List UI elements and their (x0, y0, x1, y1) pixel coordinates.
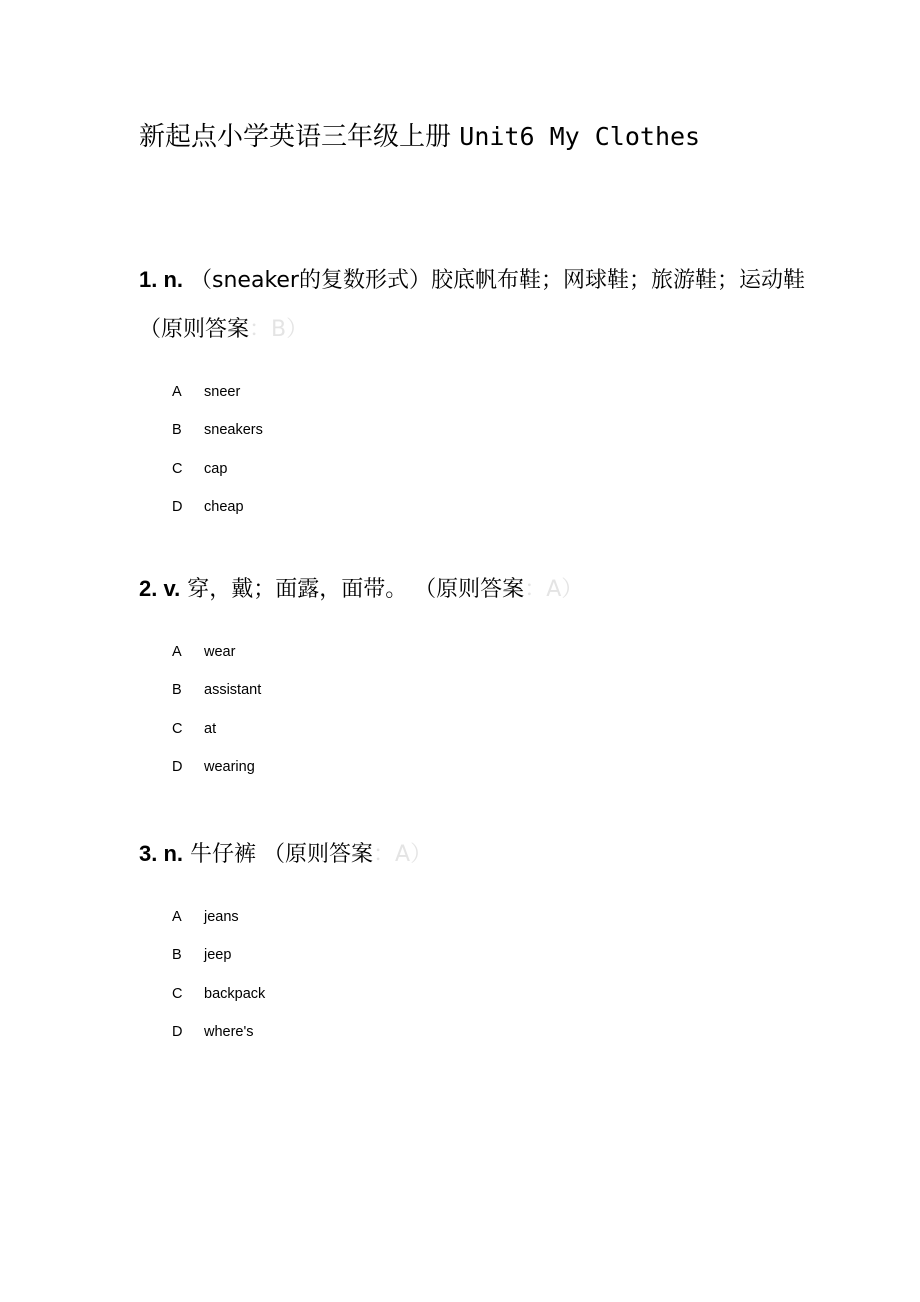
option-text: wearing (204, 758, 255, 775)
option-b[interactable] (139, 945, 819, 983)
answer-key: ：A） (373, 842, 433, 867)
option-a[interactable] (139, 907, 819, 945)
option-list (139, 642, 819, 795)
option-letter: D (172, 758, 183, 775)
question-stem (139, 829, 819, 879)
option-letter: C (172, 460, 183, 477)
question-stem (139, 564, 819, 614)
option-text: assistant (204, 682, 262, 699)
question-1 (139, 255, 819, 535)
option-text: where's (204, 1023, 254, 1040)
option-c[interactable] (139, 984, 819, 1022)
option-a[interactable] (139, 382, 819, 420)
option-text: jeep (204, 947, 232, 964)
option-c[interactable] (139, 719, 819, 757)
question-text: （sneaker的复数形式）胶底帆布鞋；网球鞋；旅游鞋；运动鞋 （原则答案 (139, 268, 805, 342)
question-2 (139, 564, 819, 795)
option-letter: A (172, 384, 182, 400)
option-letter: A (172, 909, 182, 925)
option-text: sneer (204, 384, 241, 400)
question-number: 2. v. (139, 576, 181, 601)
question-number: 3. n. (139, 841, 184, 866)
option-letter: B (172, 947, 182, 964)
option-c[interactable] (139, 459, 819, 497)
option-b[interactable] (139, 420, 819, 458)
answer-key: ：B） (249, 317, 309, 342)
option-d[interactable] (139, 497, 819, 535)
option-letter: C (172, 720, 183, 737)
option-text: at (204, 720, 217, 737)
option-text: backpack (204, 985, 266, 1002)
option-letter: A (172, 644, 182, 660)
document-title-cn: 新起点小学英语三年级上册 (139, 122, 452, 152)
option-letter: D (172, 1023, 183, 1040)
question-number: 1. n. (139, 267, 184, 292)
option-d[interactable] (139, 757, 819, 795)
question-text: 牛仔裤 （原则答案 (190, 842, 374, 867)
option-list (139, 382, 819, 535)
option-letter: B (172, 422, 182, 439)
option-text: cap (204, 460, 228, 477)
option-d[interactable] (139, 1022, 819, 1060)
option-list (139, 907, 819, 1060)
option-text: cheap (204, 498, 244, 515)
option-letter: D (172, 498, 183, 515)
question-3 (139, 829, 819, 1060)
document-title-en: Unit6 My Clothes (459, 122, 701, 151)
option-text: wear (204, 644, 236, 660)
option-letter: B (172, 682, 182, 699)
document-title (139, 118, 700, 156)
option-a[interactable] (139, 642, 819, 680)
option-text: sneakers (204, 422, 263, 439)
option-text: jeans (204, 909, 239, 925)
option-b[interactable] (139, 680, 819, 718)
option-letter: C (172, 985, 183, 1002)
question-text: 穿，戴；面露，面带。 （原则答案 (187, 577, 525, 602)
question-stem (139, 255, 819, 354)
answer-key: ：A） (524, 577, 584, 602)
